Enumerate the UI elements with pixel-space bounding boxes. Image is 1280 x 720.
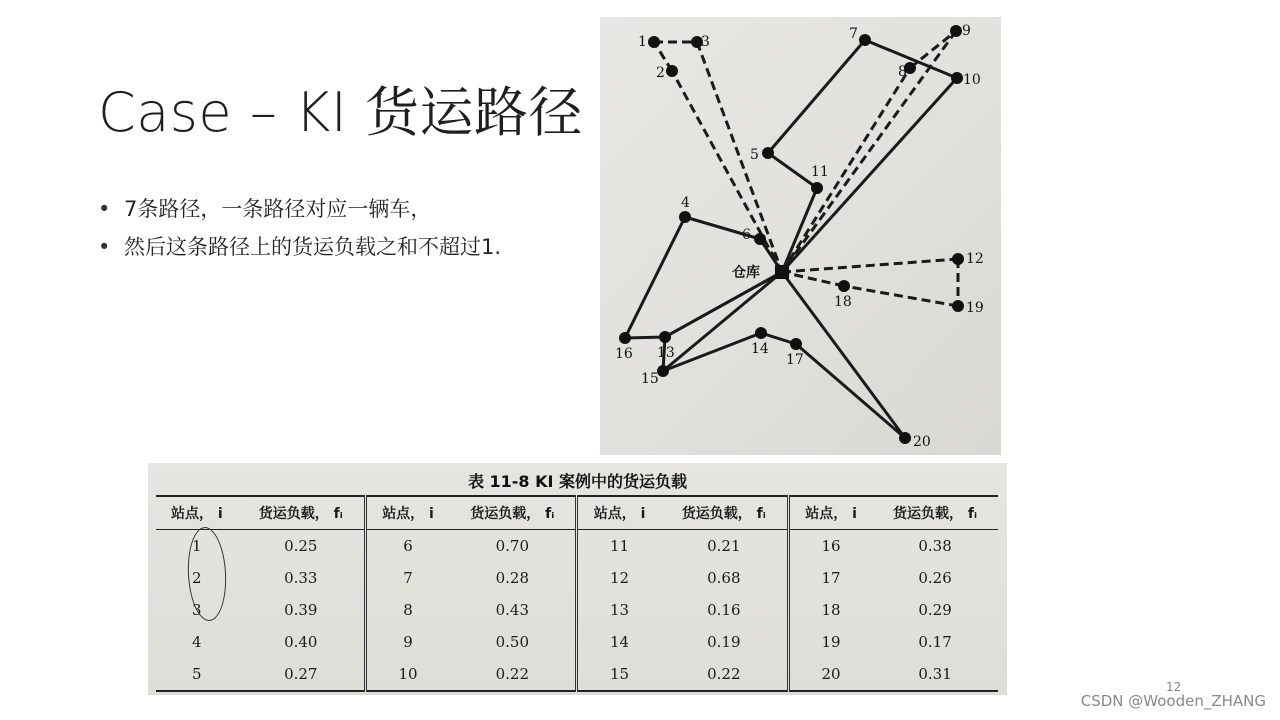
station-node (762, 147, 774, 159)
table-row (156, 562, 998, 594)
station-label: 17 (786, 352, 804, 368)
load-cell: 0.68 (707, 569, 741, 587)
load-cell: 0.43 (495, 601, 529, 619)
bullet-item: • 7条路径，一条路径对应一辆车， (98, 190, 501, 228)
solid-route-edge (663, 333, 761, 371)
dashed-route-edge (782, 31, 956, 272)
station-node (838, 280, 850, 292)
load-cell: 0.39 (284, 601, 318, 619)
station-label: 12 (966, 251, 984, 267)
table-row (156, 658, 998, 691)
load-cell: 0.50 (495, 633, 529, 651)
station-cell: 19 (789, 626, 873, 658)
station-cell: 7 (365, 562, 449, 594)
station-node (619, 332, 631, 344)
station-cell: 17 (789, 562, 873, 594)
station-label: 2 (656, 65, 665, 81)
solid-route-edge (625, 217, 685, 338)
station-cell: 5 (156, 658, 238, 691)
station-label: 10 (963, 72, 981, 88)
station-label: 16 (615, 346, 633, 362)
station-cell: 1 (192, 537, 202, 555)
station-label: 20 (913, 434, 931, 450)
dashed-route-edge (910, 31, 956, 68)
station-cell: 10 (365, 658, 449, 691)
header-station: 站点， i (365, 496, 449, 530)
station-cell: 9 (365, 626, 449, 658)
bullet-list (98, 190, 501, 266)
station-label: 13 (657, 345, 675, 361)
station-label: 18 (834, 294, 852, 310)
station-node (754, 233, 766, 245)
dashed-route-edge (782, 68, 910, 272)
load-cell: 0.33 (284, 569, 318, 587)
solid-route-edge (768, 40, 865, 153)
page-number: 12 (1166, 680, 1182, 694)
station-cell: 3 (192, 601, 202, 619)
station-node (648, 36, 660, 48)
load-cell: 0.25 (284, 537, 318, 555)
bullet-item: • 然后这条路径上的货运负载之和不超过1. (98, 228, 501, 266)
station-node (666, 65, 678, 77)
load-cell: 0.29 (918, 601, 952, 619)
station-cell: 4 (192, 633, 202, 651)
table-row (156, 530, 998, 563)
station-label: 14 (751, 341, 769, 357)
station-label: 19 (966, 300, 984, 316)
depot-label: 仓库 (732, 265, 760, 281)
station-label: 8 (898, 64, 907, 80)
depot-node (775, 265, 789, 279)
station-cell: 14 (577, 626, 661, 658)
station-node (952, 253, 964, 265)
dashed-route-edge (672, 71, 782, 272)
header-load: 货运负载， fᵢ (661, 496, 789, 530)
station-node (755, 327, 767, 339)
station-cell: 2 (192, 569, 202, 587)
route-diagram-photo (600, 17, 1001, 455)
slide-title: Case – KI 货运路径 (98, 81, 583, 144)
load-cell: 0.19 (707, 633, 741, 651)
solid-route-edge (768, 153, 817, 188)
station-label: 9 (962, 23, 971, 39)
station-label: 4 (681, 195, 690, 211)
header-load: 货运负载， fᵢ (872, 496, 998, 530)
station-node (950, 25, 962, 37)
load-table (156, 495, 998, 692)
station-label: 6 (742, 227, 751, 243)
station-node (952, 300, 964, 312)
watermark: CSDN @Wooden_ZHANG (1080, 692, 1266, 710)
station-node (811, 182, 823, 194)
load-cell: 0.22 (661, 658, 789, 691)
load-cell: 0.26 (918, 569, 952, 587)
header-load: 货运负载， fᵢ (449, 496, 577, 530)
station-label: 15 (641, 371, 659, 387)
station-node (659, 331, 671, 343)
table-row (156, 626, 998, 658)
station-cell: 6 (365, 530, 449, 563)
table-header-row (156, 496, 998, 530)
solid-route-edge (796, 344, 905, 438)
station-cell: 15 (577, 658, 661, 691)
station-cell: 13 (577, 594, 661, 626)
load-cell: 0.17 (918, 633, 952, 651)
solid-route-edge (665, 272, 782, 337)
station-cell: 11 (577, 530, 661, 563)
table-title: 表 11-8 KI 案例中的货运负载 (467, 472, 688, 491)
dashed-route-edge (844, 286, 958, 306)
station-node (859, 34, 871, 46)
dashed-route-edge (782, 259, 958, 272)
station-label: 1 (638, 34, 647, 50)
station-node (679, 211, 691, 223)
station-node (899, 432, 911, 444)
load-cell: 0.38 (918, 537, 952, 555)
load-cell: 0.31 (872, 658, 998, 691)
table-row (156, 594, 998, 626)
station-cell: 20 (789, 658, 873, 691)
station-label: 7 (849, 26, 858, 42)
header-load: 货运负载， fᵢ (238, 496, 366, 530)
load-cell: 0.40 (284, 633, 318, 651)
station-cell: 12 (577, 562, 661, 594)
header-station: 站点， i (789, 496, 873, 530)
load-cell: 0.16 (707, 601, 741, 619)
load-cell: 0.27 (238, 658, 366, 691)
route-diagram (600, 17, 1001, 455)
station-cell: 18 (789, 594, 873, 626)
station-node (790, 338, 802, 350)
station-cell: 16 (789, 530, 873, 563)
station-cell: 8 (365, 594, 449, 626)
load-cell: 0.22 (449, 658, 577, 691)
header-station: 站点， i (156, 496, 238, 530)
header-station: 站点， i (577, 496, 661, 530)
station-label: 11 (811, 164, 829, 180)
station-label: 3 (701, 34, 710, 50)
load-cell: 0.21 (707, 537, 741, 555)
station-node (951, 72, 963, 84)
load-cell: 0.28 (495, 569, 529, 587)
station-label: 5 (750, 147, 759, 163)
load-cell: 0.70 (495, 537, 529, 555)
solid-route-edge (625, 337, 665, 338)
load-table-photo (148, 463, 1007, 695)
